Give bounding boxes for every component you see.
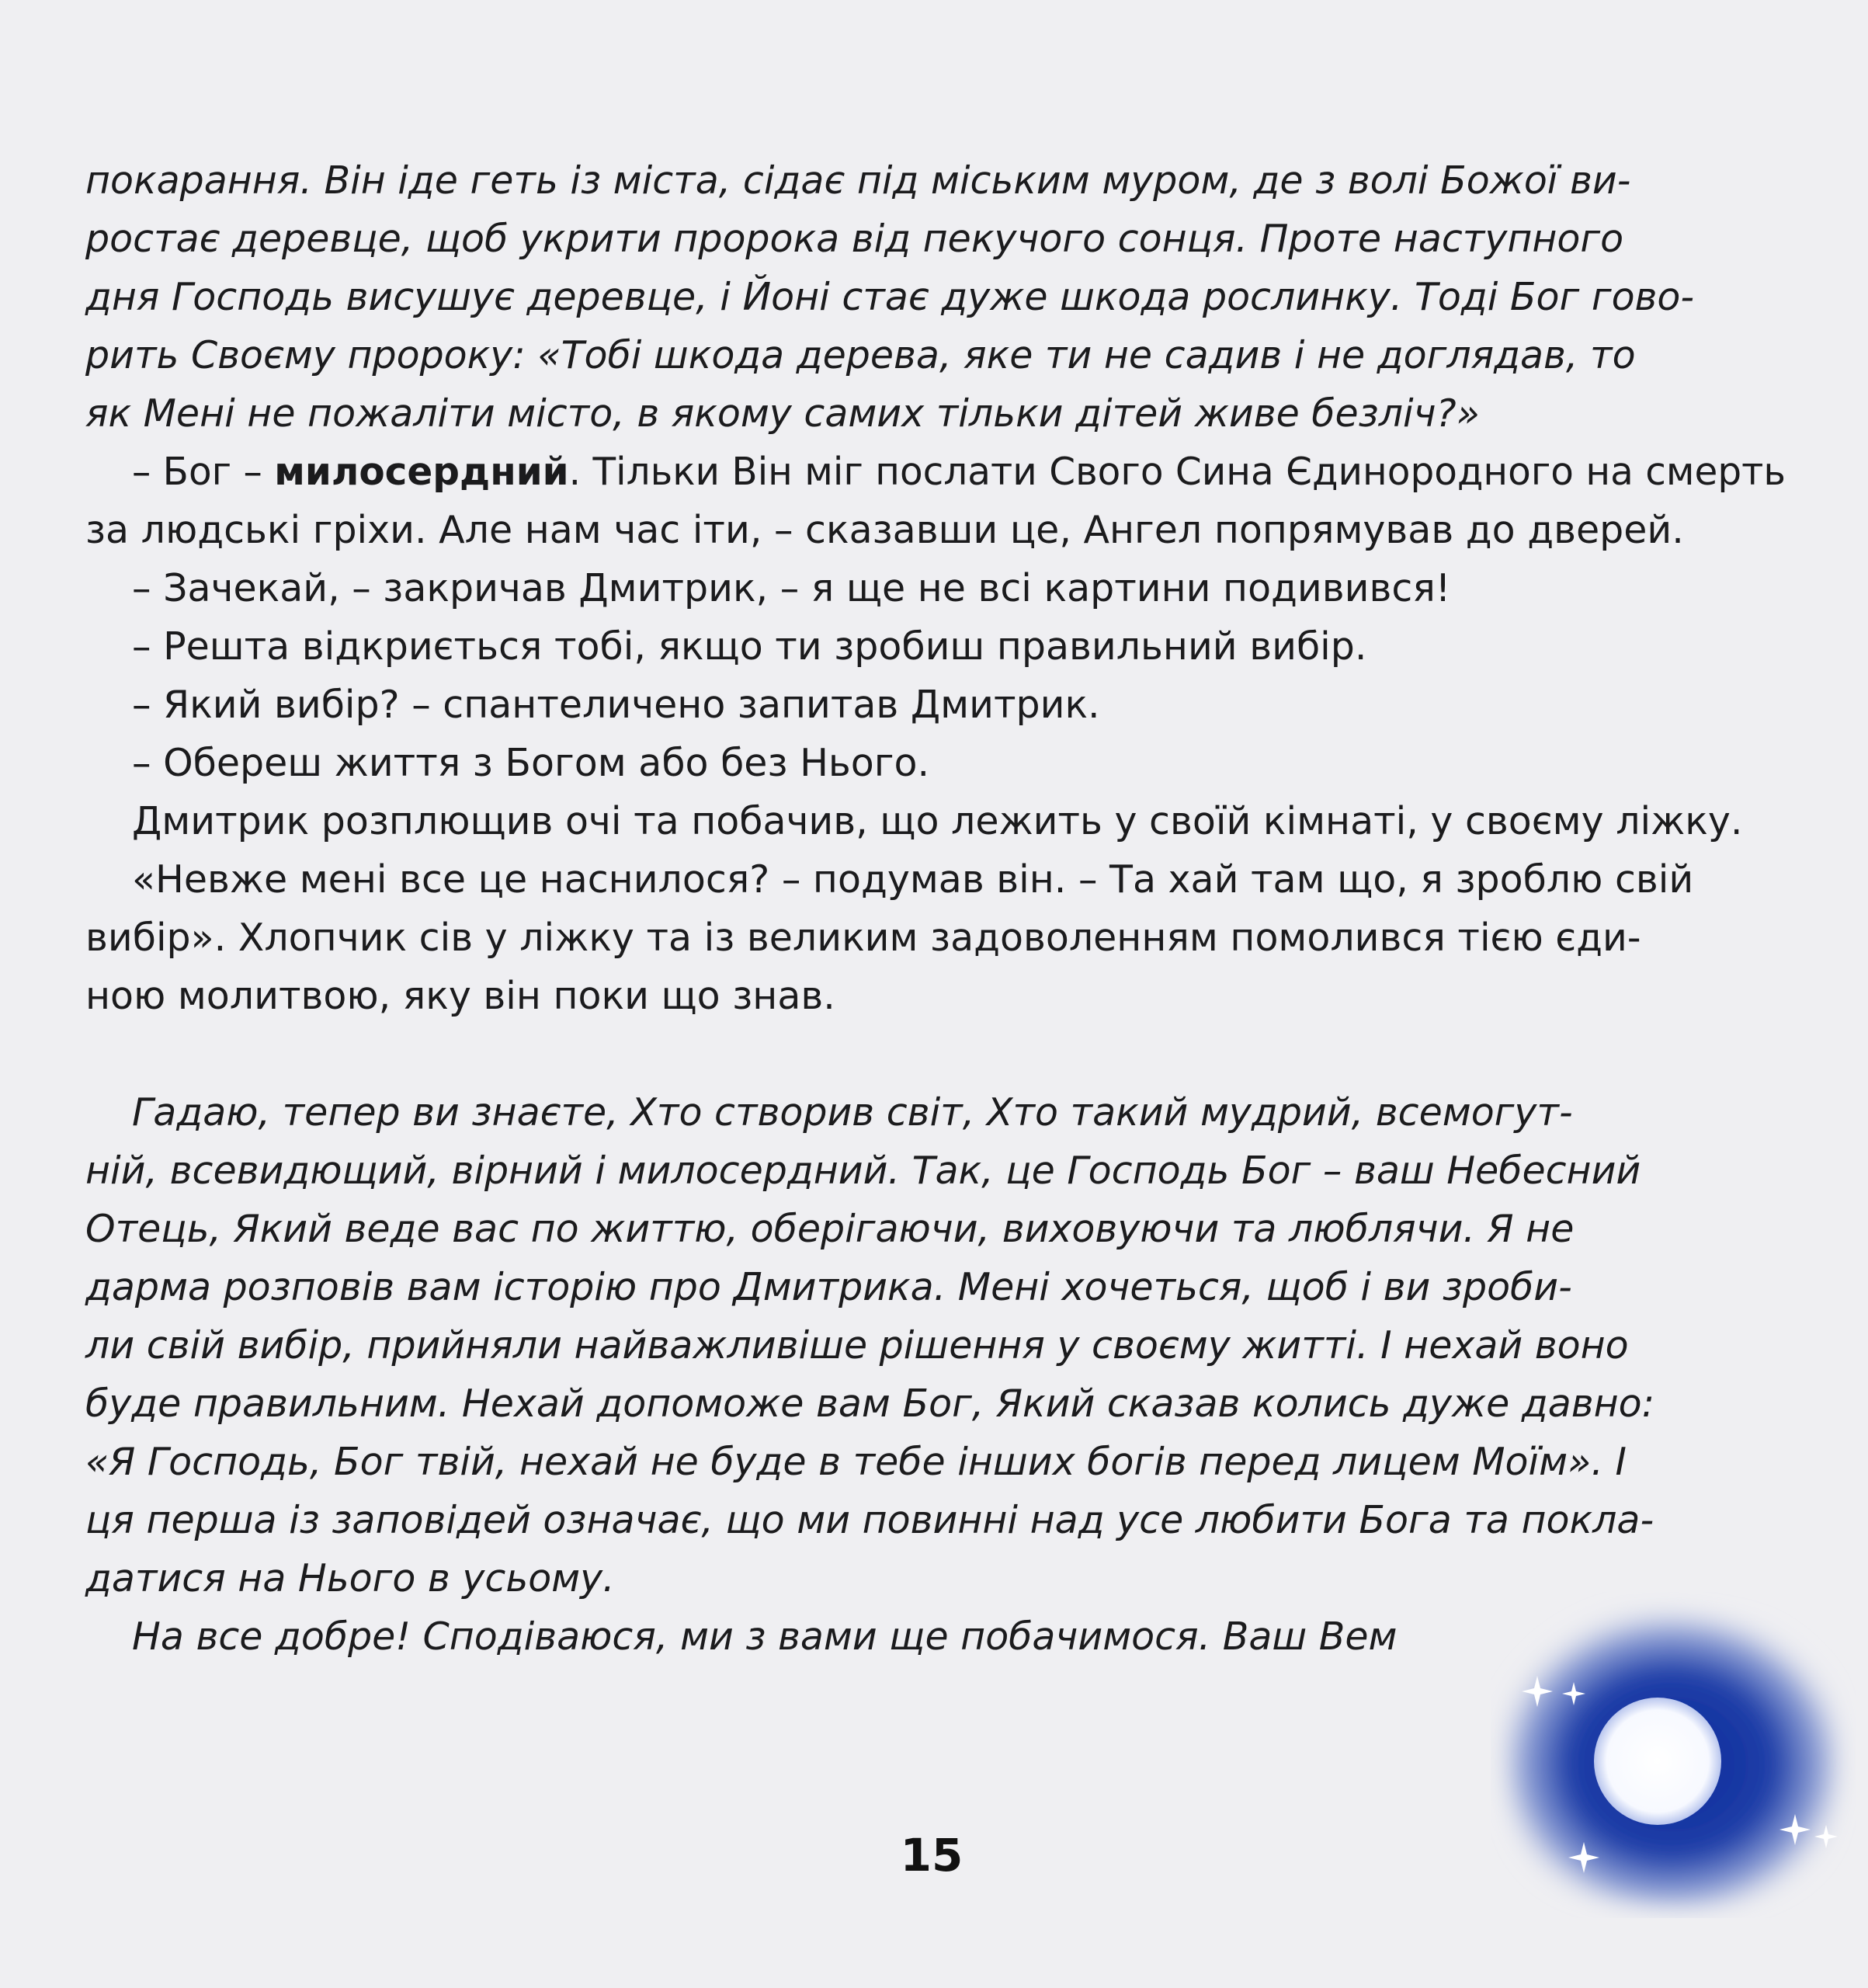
moon <box>1594 1698 1721 1825</box>
text-line: – Обереш життя з Богом або без Нього. <box>132 741 930 785</box>
text-line: Гадаю, тепер ви знаєте, Хто створив світ, Хто такий мудрий, всемогут- <box>132 1090 1573 1135</box>
text-line <box>132 443 1786 501</box>
text-line: дарма розповів вам історію про Дмитрика. Мені хочеться, щоб і ви зроби- <box>85 1265 1572 1309</box>
text-line: ли свій вибір, прийняли найважливіше рішення у своєму житті. І нехай воно <box>85 1323 1629 1368</box>
text-line: ця перша із заповідей означає, що ми повинні над усе любити Бога та покла- <box>85 1498 1654 1542</box>
text-line: датися на Нього в усьому. <box>85 1556 615 1600</box>
text-line: рить Своєму пророку: «Тобі шкода дерева, яке ти не садив і не доглядав, то <box>85 333 1636 377</box>
text-line: «Я Господь, Бог твій, нехай не буде в тебе інших богів перед лицем Моїм». І <box>85 1440 1627 1484</box>
text-line: Дмитрик розплющив очі та побачив, що лежить у своїй кімнаті, у своєму ліжку. <box>132 799 1743 843</box>
text-line: На все добре! Сподіваюся, ми з вами ще побачимося. Ваш Вем <box>132 1614 1398 1659</box>
text-line: Отець, Який веде вас по життю, оберігаючи, виховуючи та люблячи. Я не <box>85 1207 1575 1251</box>
text-line: «Невже мені все це наснилося? – подумав він. – Та хай там що, я зроблю свій <box>132 857 1694 902</box>
text-span: – Бог – <box>132 450 275 494</box>
text-line: ростає деревце, щоб укрити пророка від пекучого сонця. Проте наступного <box>85 217 1624 261</box>
bold-word: милосердний <box>274 450 569 494</box>
text-line: дня Господь висушує деревце, і Йоні стає дуже шкода рослинку. Тоді Бог гово- <box>85 275 1695 319</box>
page-number: 15 <box>900 1829 964 1882</box>
text-line: за людські гріхи. Але нам час іти, – сказавши це, Ангел попрямував до дверей. <box>85 508 1684 552</box>
text-line: покарання. Він іде геть із міста, сідає під міським муром, де з волі Божої ви- <box>85 158 1631 203</box>
text-line: вибір». Хлопчик сів у ліжку та із великим задоволенням помолився тією єди- <box>85 916 1641 960</box>
text-line: – Решта відкриється тобі, якщо ти зробиш правильний вибір. <box>132 624 1367 669</box>
text-line: як Мені не пожаліти місто, в якому самих тільки дітей живе безліч?» <box>85 391 1480 436</box>
text-line: ній, всевидющий, вірний і милосердний. Так, це Господь Бог – ваш Небесний <box>85 1149 1641 1193</box>
text-line: – Зачекай, – закричав Дмитрик, – я ще не всі картини подивився! <box>132 566 1451 610</box>
night-sky-moon-illustration <box>1491 1592 1856 1918</box>
text-line: – Який вибір? – спантеличено запитав Дмитрик. <box>132 683 1100 727</box>
text-line: буде правильним. Нехай допоможе вам Бог, Який сказав колись дуже давно: <box>85 1382 1655 1426</box>
text-span: . Тільки Він міг послати Свого Сина Єдинородного на смерть <box>568 450 1786 494</box>
text-line: ною молитвою, яку він поки що знав. <box>85 974 835 1018</box>
